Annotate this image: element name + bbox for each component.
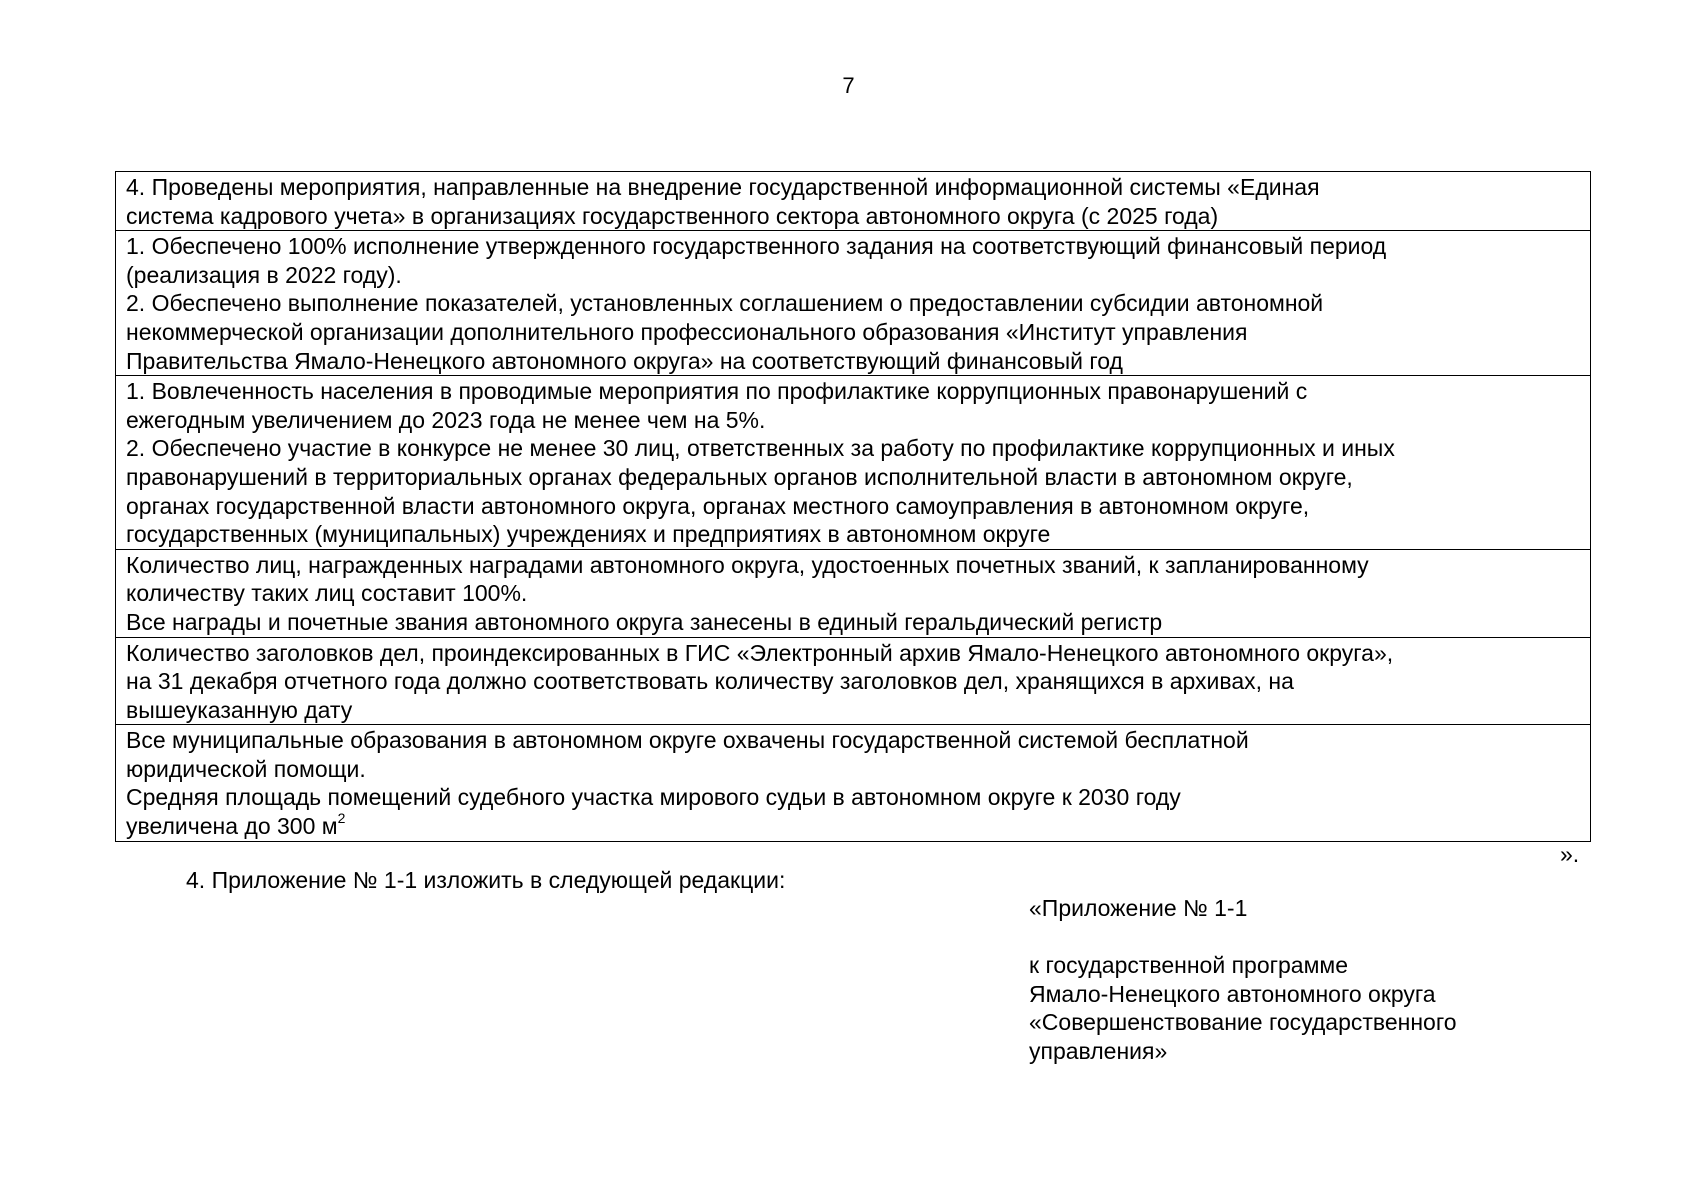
appendix-line: Ямало-Ненецкого автономного округа: [1029, 980, 1436, 1007]
cell-text-line: (реализация в 2022 году).: [126, 261, 402, 288]
amendment-instruction: 4. Приложение № 1-1 изложить в следующей редакции:: [186, 867, 786, 893]
table-cell: [116, 172, 1591, 231]
table-row: [116, 231, 1591, 376]
table-row: [116, 725, 1591, 841]
table-row: [116, 376, 1591, 550]
cell-text-line: Количество заголовков дел, проиндексированных в ГИС «Электронный архив Ямало-Ненецкого автономного округа»,: [126, 639, 1394, 666]
table-row: [116, 549, 1591, 637]
table-row: [116, 637, 1591, 725]
cell-text-line: вышеуказанную дату: [126, 696, 353, 723]
cell-text-line: 1. Вовлеченность населения в проводимые мероприятия по профилактике коррупционных правонарушений с: [126, 378, 1308, 405]
cell-text-line-with-superscript: [126, 812, 1580, 841]
spacer: [1029, 923, 1457, 952]
cell-text-line: система кадрового учета» в организациях государственного сектора автономного округа (с 2025 года): [126, 202, 1219, 229]
cell-text-line: количеству таких лиц составит 100%.: [126, 580, 528, 607]
cell-text-line: 1. Обеспечено 100% исполнение утвержденного государственного задания на соответствующий финансовый период: [126, 233, 1387, 260]
page-number: 7: [842, 73, 855, 98]
table-cell: [116, 549, 1591, 637]
table-row: [116, 172, 1591, 231]
table-cell: [116, 231, 1591, 376]
cell-text-line: правонарушений в территориальных органах федеральных органов исполнительной власти в автономном округе,: [126, 463, 1353, 490]
cell-text-line: ежегодным увеличением до 2023 года не менее чем на 5%.: [126, 406, 766, 433]
cell-text-line: Все муниципальные образования в автономном округе охвачены государственной системой бесплатной: [126, 727, 1249, 754]
cell-text-line: органах государственной власти автономного округа, органах местного самоуправления в автономном округе,: [126, 492, 1310, 519]
cell-text-line: 2. Обеспечено выполнение показателей, установленных соглашением о предоставлении субсидии автономной: [126, 290, 1324, 317]
closing-quote: ».: [1560, 841, 1580, 867]
cell-text-line: Правительства Ямало-Ненецкого автономного округа» на соответствующий финансовый год: [126, 347, 1123, 374]
table-cell: [116, 376, 1591, 550]
cell-text-line: на 31 декабря отчетного года должно соответствовать количеству заголовков дел, хранящихся в архивах, на: [126, 668, 1294, 695]
cell-text-line: некоммерческой организации дополнительного профессионального образования «Институт управления: [126, 318, 1248, 345]
cell-text-line: Средняя площадь помещений судебного участка мирового судьи в автономном округе к 2030 году: [126, 784, 1181, 811]
appendix-title: «Приложение № 1-1: [1029, 895, 1248, 921]
square-superscript: 2: [337, 810, 346, 827]
appendix-line: к государственной программе: [1029, 952, 1349, 979]
cell-text-line: 4. Проведены мероприятия, направленные на внедрение государственной информационной системы «Единая: [126, 174, 1320, 200]
table-cell: [116, 637, 1591, 725]
cell-text-line: государственных (муниципальных) учреждениях и предприятиях в автономном округе: [126, 521, 1051, 548]
cell-text-line: 2. Обеспечено участие в конкурсе не менее 30 лиц, ответственных за работу по профилактике коррупционных и иных: [126, 435, 1395, 462]
cell-text-line: юридической помощи.: [126, 755, 366, 782]
cell-text-line: Все награды и почетные звания автономного округа занесены в единый геральдический регистр: [126, 608, 1163, 635]
table-cell: [116, 725, 1591, 841]
cell-text-line: Количество лиц, награжденных наградами автономного округа, удостоенных почетных званий, к запланированному: [126, 551, 1369, 578]
appendix-header-block: [1029, 894, 1457, 1066]
area-text: увеличена до 300 м: [126, 813, 338, 840]
appendix-line: «Совершенствование государственного: [1029, 1009, 1457, 1036]
appendix-line: управления»: [1029, 1037, 1168, 1064]
results-table: [115, 171, 1591, 842]
